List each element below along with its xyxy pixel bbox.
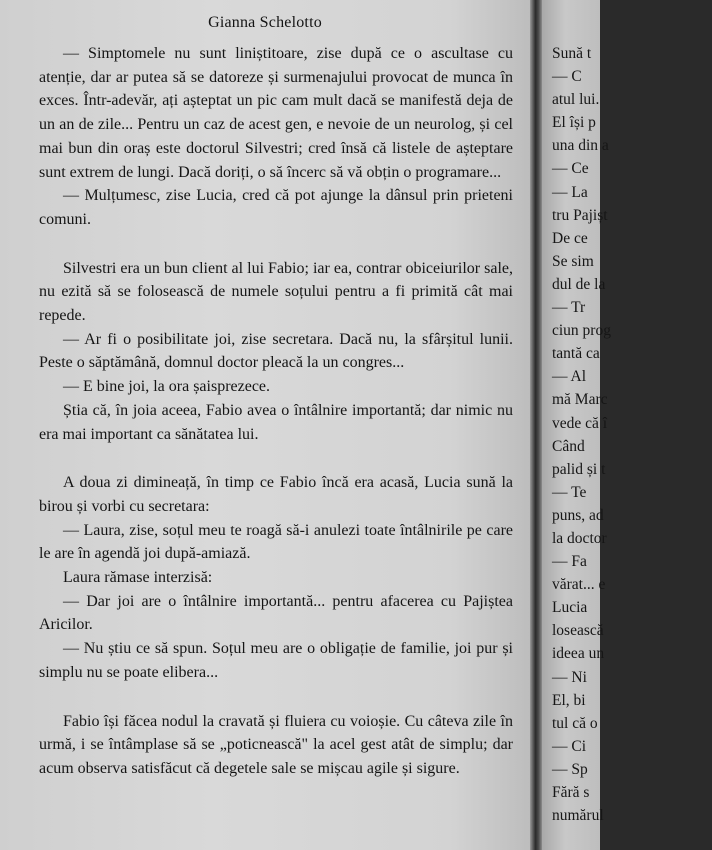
facing-page-line: Lucia (552, 599, 588, 617)
facing-page-line: palid și t (552, 460, 606, 478)
paragraph: Silvestri era un bun client al lui Fabio; iar ea, contrar obiceiurilor sale, nu ezită să se folosească de numele soțului pentru a fi primită cât mai repede. (39, 259, 513, 325)
paragraph: — Ar fi o posibilitate joi, zise secretara. Dacă nu, la sfârșitul lunii. Peste o săptămână, domnul doctor pleacă la un congres... (39, 330, 513, 372)
facing-page-line: losească (552, 622, 604, 640)
facing-page (542, 0, 611, 850)
paragraph: Știa că, în joia aceea, Fabio avea o întâlnire importantă; dar nimic nu era mai important ca sănătatea lui. (39, 401, 513, 443)
facing-page-line: una din a (552, 137, 609, 155)
facing-page-line: — Ni (552, 668, 587, 686)
facing-page-line: — Ce (552, 160, 589, 178)
facing-page-line: De ce (552, 229, 588, 247)
book-gutter (530, 0, 542, 850)
facing-page-line: mă Marc (552, 391, 608, 409)
facing-page-line: tul că o (552, 714, 598, 732)
facing-page-line: Fără s (552, 784, 590, 801)
paragraph: A doua zi dimineață, în timp ce Fabio încă era acasă, Lucia sună la birou și vorbi cu secretara: (39, 474, 513, 515)
paragraph: Fabio își făcea nodul la cravată și fluiera cu voioșie. Cu câteva zile în urmă, i se întâmplase să se „poticnească" la acel gest atât de simplu; dar acum observa satisfăcut că degetele sale se mișcau agile și sigure. (39, 712, 513, 777)
paragraph: — Simptomele nu sunt liniștitoare, zise după ce o ascultase cu atenție, dar ar putea să se datoreze și surmenajului provocat de munca în exces. Într-adevăr, ați așteptat un pic cam mult dacă se manifestă deja de un an de zile... Pentru un caz de acest gen, e nevoie de un neurolog, și cel mai bun din oraș este doctorul Silvestri; cred însă că listele de așteptare sunt extrem de lungi. Dacă doriți, o să încerc să vă obțin o programare... (39, 45, 513, 181)
facing-page-line: vede că î (552, 414, 608, 432)
facing-page-line: numărul (552, 807, 604, 825)
facing-page-line: vărat... e (552, 576, 606, 594)
facing-page-line: El, bi (552, 691, 586, 709)
facing-page-line: atul lui. (552, 91, 600, 109)
paragraph: — Nu știu ce să spun. Soțul meu are o obligație de familie, joi pur și simplu nu se poate elibera... (39, 640, 513, 681)
facing-page-line: dul de la (552, 275, 606, 293)
facing-page-line: — Al (552, 368, 587, 386)
facing-page-line: Se sim (552, 252, 594, 270)
facing-page-line: — La (552, 183, 588, 201)
facing-page-line: Sună t (552, 45, 592, 62)
paragraph: — E bine joi, la ora șaisprezece. (63, 378, 271, 396)
facing-page-line: El își p (552, 114, 596, 132)
paragraph: — Laura, zise, soțul meu te roagă să-i anulezi toate întâlnirile pe care le are în agendă joi după-amiază. (39, 521, 513, 563)
facing-page-line: — Fa (552, 553, 587, 571)
facing-page-text (552, 42, 712, 827)
paragraph: — Mulțumesc, zise Lucia, cred că pot ajunge la dânsul prin prieteni comuni. (39, 187, 513, 228)
running-header: Gianna Schelotto (208, 14, 322, 31)
facing-page-line: la doctor (552, 529, 607, 547)
paragraph: Laura rămase interzisă: (63, 569, 213, 587)
facing-page-line: tantă ca (552, 345, 600, 363)
facing-page-line: ciun prog (552, 322, 611, 340)
facing-page-line: Când (552, 437, 585, 455)
paragraph: — Dar joi are o întâlnire importantă... pentru afacerea cu Pajiștea Aricilor. (39, 592, 513, 634)
facing-page-line: puns, ad (552, 506, 604, 524)
facing-page-line: — Te (552, 483, 587, 501)
facing-page-line: — Ci (552, 737, 587, 755)
body-text (39, 42, 513, 781)
facing-page-line: — Sp (552, 760, 588, 778)
facing-page-line: tru Pajișt (552, 206, 608, 224)
facing-page-line: ideea un (552, 645, 605, 663)
facing-page-line: — Tr (552, 299, 586, 317)
facing-page-line: — C (552, 68, 582, 86)
